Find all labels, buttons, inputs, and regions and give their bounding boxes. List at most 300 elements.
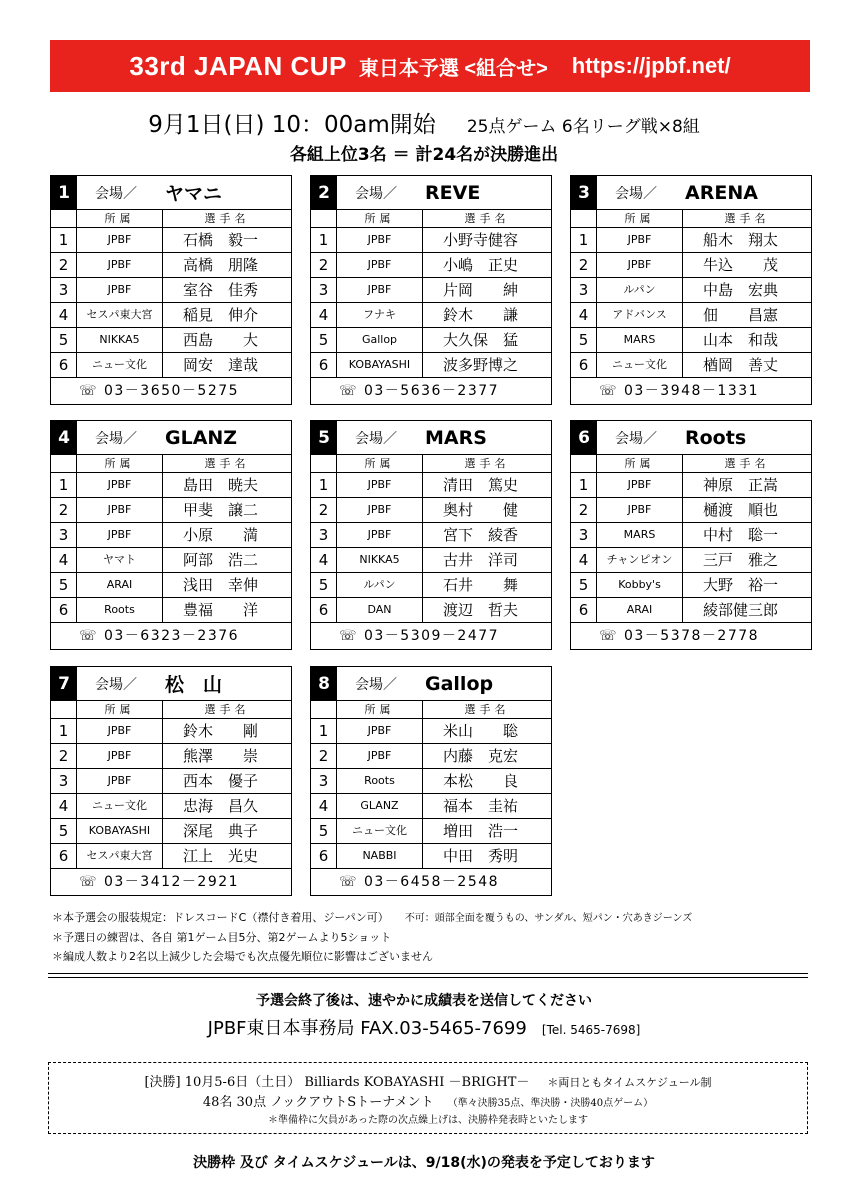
table-row <box>51 353 291 378</box>
phone-number: 03－5636－2377 <box>363 383 500 399</box>
player-name: 阿部 浩二 <box>183 551 259 569</box>
venue-phone <box>51 378 291 405</box>
venue-label: 会場／ <box>355 676 397 693</box>
table-row <box>51 844 291 869</box>
finals-info-box <box>48 1062 808 1134</box>
affiliation: Gallop <box>337 328 423 352</box>
row-number: 6 <box>571 353 597 377</box>
column-header-player: 選手名 <box>724 457 770 470</box>
affiliation: JPBF <box>337 498 423 522</box>
row-number: 5 <box>571 573 597 597</box>
column-header-player: 選手名 <box>464 703 510 716</box>
affiliation: KOBAYASHI <box>77 819 163 843</box>
affiliation: MARS <box>597 328 683 352</box>
group-3 <box>570 175 812 405</box>
table-row <box>571 353 811 378</box>
table-row <box>51 794 291 819</box>
schedule-line <box>0 106 848 139</box>
table-row <box>51 523 291 548</box>
table-row <box>311 769 551 794</box>
table-row <box>51 548 291 573</box>
player-name: 鈴木 謙 <box>443 306 519 324</box>
player-name: 甲斐 譲二 <box>183 501 259 519</box>
row-number: 4 <box>311 303 337 327</box>
row-number: 6 <box>571 598 597 622</box>
affiliation: JPBF <box>337 473 423 497</box>
affiliation: JPBF <box>77 253 163 277</box>
venue-phone <box>51 869 291 896</box>
office-tel: [Tel. 5465-7698] <box>541 1023 641 1037</box>
phone-icon: ☏ <box>79 628 99 644</box>
player-name: 船木 翔太 <box>703 231 779 249</box>
column-header-player: 選手名 <box>464 457 510 470</box>
table-row <box>311 819 551 844</box>
column-header-blank <box>311 455 337 472</box>
affiliation: JPBF <box>337 278 423 302</box>
table-row <box>51 253 291 278</box>
player-name: 中田 秀明 <box>443 847 519 865</box>
row-number: 1 <box>311 228 337 252</box>
column-headers <box>51 701 291 719</box>
affiliation: JPBF <box>337 228 423 252</box>
phone-number: 03－5378－2778 <box>623 628 760 644</box>
affiliation: JPBF <box>77 719 163 743</box>
row-number: 4 <box>571 303 597 327</box>
affiliation: JPBF <box>77 523 163 547</box>
table-row <box>311 573 551 598</box>
affiliation: JPBF <box>337 523 423 547</box>
row-number: 5 <box>311 328 337 352</box>
phone-number: 03－3948－1331 <box>623 383 760 399</box>
row-number: 3 <box>51 523 77 547</box>
row-number: 2 <box>311 744 337 768</box>
player-name: 江上 光史 <box>183 847 259 865</box>
venue-name: MARS <box>425 426 487 449</box>
affiliation: ARAI <box>77 573 163 597</box>
table-row <box>571 253 811 278</box>
advance-rule: 各組上位3名 ＝ 計24名が決勝進出 <box>289 145 559 165</box>
row-number: 1 <box>311 719 337 743</box>
group-number: 3 <box>571 176 597 209</box>
column-headers <box>311 210 551 228</box>
player-name: 岡安 達哉 <box>183 356 259 374</box>
table-row <box>311 498 551 523</box>
affiliation: ヤマト <box>77 548 163 572</box>
player-name: 小原 満 <box>183 526 259 544</box>
venue-label: 会場／ <box>615 185 657 202</box>
row-number: 5 <box>51 328 77 352</box>
column-header-player: 選手名 <box>204 212 250 225</box>
row-number: 6 <box>311 598 337 622</box>
affiliation: ニュー文化 <box>597 353 683 377</box>
affiliation: JPBF <box>597 253 683 277</box>
table-row <box>51 228 291 253</box>
venue-label: 会場／ <box>95 676 137 693</box>
table-row <box>571 498 811 523</box>
venue-phone <box>571 378 811 405</box>
group-header <box>311 176 551 210</box>
affiliation: DAN <box>337 598 423 622</box>
player-name: 奥村 健 <box>443 501 519 519</box>
divider <box>48 973 808 974</box>
table-row <box>571 598 811 623</box>
phone-number: 03－5309－2477 <box>363 628 500 644</box>
table-row <box>311 794 551 819</box>
venue-name: ヤマニ <box>165 183 223 205</box>
affiliation: ニュー文化 <box>77 794 163 818</box>
note-dress-ng: 不可：頭部全面を覆うもの、サンダル、短パン・穴あきジーンズ <box>404 913 693 924</box>
event-title: 33rd JAPAN CUP <box>129 50 347 81</box>
player-name: 米山 聡 <box>443 722 519 740</box>
player-name: 島田 暁夫 <box>183 476 259 494</box>
venue-name: REVE <box>425 181 481 204</box>
player-name: 中村 聡一 <box>703 526 779 544</box>
table-row <box>311 844 551 869</box>
row-number: 3 <box>51 278 77 302</box>
column-header-blank <box>571 455 597 472</box>
player-name: 宮下 綾香 <box>443 526 519 544</box>
player-name: 大野 裕一 <box>703 576 779 594</box>
column-header-affiliation: 所属 <box>337 210 423 227</box>
table-row <box>51 819 291 844</box>
finals-points-note: （準々決勝35点、準決勝・決勝40点ゲーム） <box>447 1098 654 1109</box>
note-reduction: ＊編成人数より2名以上減少した会場でも次点優先順位に影響はございません <box>52 950 433 963</box>
affiliation: Roots <box>337 769 423 793</box>
venue-label: 会場／ <box>355 185 397 202</box>
column-header-affiliation: 所属 <box>597 455 683 472</box>
group-number: 5 <box>311 421 337 454</box>
player-name: 綾部健三郎 <box>703 601 779 619</box>
row-number: 4 <box>571 548 597 572</box>
affiliation: JPBF <box>597 498 683 522</box>
venue-phone <box>51 623 291 650</box>
affiliation: KOBAYASHI <box>337 353 423 377</box>
phone-icon: ☏ <box>79 874 99 890</box>
player-name: 小野寺健容 <box>443 231 519 249</box>
player-name: 熊澤 崇 <box>183 747 259 765</box>
row-number: 2 <box>311 253 337 277</box>
player-name: 波多野博之 <box>443 356 519 374</box>
row-number: 5 <box>311 819 337 843</box>
group-header <box>51 421 291 455</box>
table-row <box>51 303 291 328</box>
row-number: 5 <box>51 819 77 843</box>
column-header-affiliation: 所属 <box>77 210 163 227</box>
phone-icon: ☏ <box>599 383 619 399</box>
column-headers <box>51 455 291 473</box>
table-row <box>311 328 551 353</box>
row-number: 6 <box>311 844 337 868</box>
player-name: 高橋 朋隆 <box>183 256 259 274</box>
phone-icon: ☏ <box>339 383 359 399</box>
table-row <box>51 573 291 598</box>
player-name: 樋渡 順也 <box>703 501 779 519</box>
venue-label: 会場／ <box>355 430 397 447</box>
affiliation: ニュー文化 <box>337 819 423 843</box>
table-row <box>51 498 291 523</box>
note-dress: ＊本予選会の服装規定：ドレスコードC（襟付き着用、ジーパン可） 不可：頭部全面を覆うもの、サンダル、短パン・穴あきジーンズ <box>52 911 693 924</box>
send-results-message: 予選会終了後は、速やかに成績表を送信してください <box>256 993 592 1009</box>
affiliation: JPBF <box>77 278 163 302</box>
finals-line3: ＊準備枠に欠員があった際の次点繰上げは、決勝枠発表時といたします <box>268 1115 588 1126</box>
group-number: 6 <box>571 421 597 454</box>
note-practice: ＊予選日の練習は、各自 第1ゲーム目5分、第2ゲームより5ショット <box>52 931 392 944</box>
office-fax: JPBF東日本事務局 FAX.03-5465-7699 <box>207 1018 527 1039</box>
player-name: 三戸 雅之 <box>703 551 779 569</box>
group-number: 2 <box>311 176 337 209</box>
row-number: 1 <box>51 228 77 252</box>
affiliation: ARAI <box>597 598 683 622</box>
venue-name: Roots <box>685 426 747 449</box>
group-2 <box>310 175 552 405</box>
player-name: 渡辺 哲夫 <box>443 601 519 619</box>
affiliation: チャンピオン <box>597 548 683 572</box>
table-row <box>571 573 811 598</box>
table-row <box>311 278 551 303</box>
row-number: 2 <box>311 498 337 522</box>
player-name: 深尾 典子 <box>183 822 259 840</box>
column-headers <box>571 455 811 473</box>
column-header-blank <box>311 701 337 718</box>
table-row <box>311 598 551 623</box>
game-format: 25点ゲーム 6名リーグ戦×8組 <box>466 117 700 137</box>
column-header-affiliation: 所属 <box>597 210 683 227</box>
affiliation: JPBF <box>597 473 683 497</box>
group-number: 1 <box>51 176 77 209</box>
table-row <box>311 253 551 278</box>
player-name: 牛込 茂 <box>703 256 779 274</box>
column-header-affiliation: 所属 <box>77 701 163 718</box>
row-number: 6 <box>311 353 337 377</box>
affiliation: フナキ <box>337 303 423 327</box>
group-6 <box>570 420 812 650</box>
row-number: 3 <box>311 523 337 547</box>
player-name: 楢岡 善丈 <box>703 356 779 374</box>
table-row <box>51 598 291 623</box>
row-number: 4 <box>311 794 337 818</box>
row-number: 2 <box>571 253 597 277</box>
player-name: 豊福 洋 <box>183 601 259 619</box>
player-name: 福本 圭祐 <box>443 797 519 815</box>
affiliation: ルパン <box>337 573 423 597</box>
player-name: 清田 篤史 <box>443 476 519 494</box>
group-header <box>311 421 551 455</box>
group-number: 4 <box>51 421 77 454</box>
player-name: 石井 舞 <box>443 576 519 594</box>
row-number: 2 <box>51 744 77 768</box>
table-row <box>311 744 551 769</box>
column-header-blank <box>51 701 77 718</box>
group-8 <box>310 666 552 896</box>
table-row <box>571 228 811 253</box>
venue-label: 会場／ <box>95 430 137 447</box>
table-row <box>51 744 291 769</box>
affiliation: JPBF <box>597 228 683 252</box>
phone-number: 03－6323－2376 <box>103 628 240 644</box>
column-header-blank <box>311 210 337 227</box>
venue-name: GLANZ <box>165 426 238 449</box>
group-header <box>571 421 811 455</box>
player-name: 小嶋 正史 <box>443 256 519 274</box>
footer-announcement: 決勝枠 及び タイムスケジュールは、9/18(水)の発表を予定しております <box>193 1155 655 1171</box>
table-row <box>311 719 551 744</box>
column-header-blank <box>51 210 77 227</box>
affiliation: JPBF <box>77 769 163 793</box>
table-row <box>311 523 551 548</box>
table-row <box>311 473 551 498</box>
venue-phone <box>311 378 551 405</box>
divider <box>48 977 808 978</box>
player-name: 室谷 佳秀 <box>183 281 259 299</box>
finals-line1: [決勝] 10月5-6日（土日） Billiards KOBAYASHI －BRIGHT－ ＊両日ともタイムスケジュール制 <box>144 1075 712 1090</box>
row-number: 1 <box>51 473 77 497</box>
affiliation: ルパン <box>597 278 683 302</box>
row-number: 3 <box>311 278 337 302</box>
phone-number: 03－6458－2548 <box>363 874 500 890</box>
player-name: 西島 大 <box>183 331 259 349</box>
table-row <box>311 548 551 573</box>
column-header-player: 選手名 <box>724 212 770 225</box>
affiliation: MARS <box>597 523 683 547</box>
column-headers <box>51 210 291 228</box>
player-name: 忠海 昌久 <box>183 797 259 815</box>
table-row <box>51 328 291 353</box>
phone-icon: ☏ <box>599 628 619 644</box>
row-number: 5 <box>311 573 337 597</box>
row-number: 4 <box>51 303 77 327</box>
column-header-blank <box>571 210 597 227</box>
table-row <box>571 278 811 303</box>
affiliation: JPBF <box>337 719 423 743</box>
affiliation: NABBI <box>337 844 423 868</box>
row-number: 3 <box>571 278 597 302</box>
affiliation: NIKKA5 <box>337 548 423 572</box>
venue-label: 会場／ <box>95 185 137 202</box>
affiliation: セスパ東大宮 <box>77 303 163 327</box>
table-row <box>571 523 811 548</box>
column-header-player: 選手名 <box>204 703 250 716</box>
phone-number: 03－3412－2921 <box>103 874 240 890</box>
venue-phone <box>311 869 551 896</box>
affiliation: JPBF <box>77 228 163 252</box>
affiliation: JPBF <box>77 498 163 522</box>
player-name: 稲見 伸介 <box>183 306 259 324</box>
player-name: 中島 宏典 <box>703 281 779 299</box>
row-number: 1 <box>311 473 337 497</box>
row-number: 4 <box>51 794 77 818</box>
player-name: 本松 良 <box>443 772 519 790</box>
row-number: 6 <box>51 844 77 868</box>
player-name: 山本 和哉 <box>703 331 779 349</box>
start-time: 9月1日(日) 10：00am開始 <box>148 112 436 138</box>
affiliation: NIKKA5 <box>77 328 163 352</box>
column-header-affiliation: 所属 <box>77 455 163 472</box>
phone-icon: ☏ <box>339 874 359 890</box>
title-banner <box>50 40 810 92</box>
venue-name: 松 山 <box>165 674 223 696</box>
player-name: 石橋 毅一 <box>183 231 259 249</box>
row-number: 1 <box>571 473 597 497</box>
table-row <box>311 353 551 378</box>
row-number: 4 <box>51 548 77 572</box>
affiliation: Kobby's <box>597 573 683 597</box>
event-subtitle: 東日本予選 <組合せ> <box>358 57 548 80</box>
row-number: 5 <box>571 328 597 352</box>
column-header-player: 選手名 <box>204 457 250 470</box>
row-number: 4 <box>311 548 337 572</box>
player-name: 古井 洋司 <box>443 551 519 569</box>
office-contact <box>0 1014 848 1040</box>
group-1 <box>50 175 292 405</box>
affiliation: JPBF <box>77 473 163 497</box>
phone-icon: ☏ <box>339 628 359 644</box>
table-row <box>51 769 291 794</box>
notes <box>52 908 692 966</box>
table-row <box>571 303 811 328</box>
group-header <box>51 667 291 701</box>
affiliation: JPBF <box>337 744 423 768</box>
row-number: 1 <box>571 228 597 252</box>
player-name: 大久保 猛 <box>443 331 519 349</box>
group-7 <box>50 666 292 896</box>
player-name: 増田 浩一 <box>443 822 519 840</box>
phone-icon: ☏ <box>79 383 99 399</box>
column-headers <box>311 455 551 473</box>
column-header-blank <box>51 455 77 472</box>
row-number: 3 <box>571 523 597 547</box>
venue-label: 会場／ <box>615 430 657 447</box>
column-header-player: 選手名 <box>464 212 510 225</box>
column-headers <box>311 701 551 719</box>
group-number: 8 <box>311 667 337 700</box>
finals-schedule-note: ＊両日ともタイムスケジュール制 <box>547 1076 712 1089</box>
group-header <box>51 176 291 210</box>
player-name: 内藤 克宏 <box>443 747 519 765</box>
column-header-affiliation: 所属 <box>337 701 423 718</box>
row-number: 1 <box>51 719 77 743</box>
table-row <box>311 303 551 328</box>
group-header <box>571 176 811 210</box>
venue-name: Gallop <box>425 672 494 695</box>
group-number: 7 <box>51 667 77 700</box>
affiliation: ニュー文化 <box>77 353 163 377</box>
player-name: 浅田 幸伸 <box>183 576 259 594</box>
affiliation: GLANZ <box>337 794 423 818</box>
table-row <box>571 548 811 573</box>
affiliation: JPBF <box>77 744 163 768</box>
finals-line2: 48名 30点 ノックアウトSトーナメント （準々決勝35点、準決勝・決勝40点ゲーム） <box>202 1095 654 1110</box>
group-4 <box>50 420 292 650</box>
affiliation: セスパ東大宮 <box>77 844 163 868</box>
row-number: 2 <box>571 498 597 522</box>
table-row <box>51 719 291 744</box>
row-number: 3 <box>51 769 77 793</box>
affiliation: Roots <box>77 598 163 622</box>
event-url[interactable]: https://jpbf.net/ <box>571 53 731 78</box>
player-name: 鈴木 剛 <box>183 722 259 740</box>
row-number: 2 <box>51 253 77 277</box>
group-header <box>311 667 551 701</box>
column-headers <box>571 210 811 228</box>
player-name: 西本 優子 <box>183 772 259 790</box>
table-row <box>51 473 291 498</box>
affiliation: JPBF <box>337 253 423 277</box>
row-number: 2 <box>51 498 77 522</box>
venue-phone <box>571 623 811 650</box>
row-number: 3 <box>311 769 337 793</box>
venue-name: ARENA <box>685 181 758 204</box>
venue-phone <box>311 623 551 650</box>
